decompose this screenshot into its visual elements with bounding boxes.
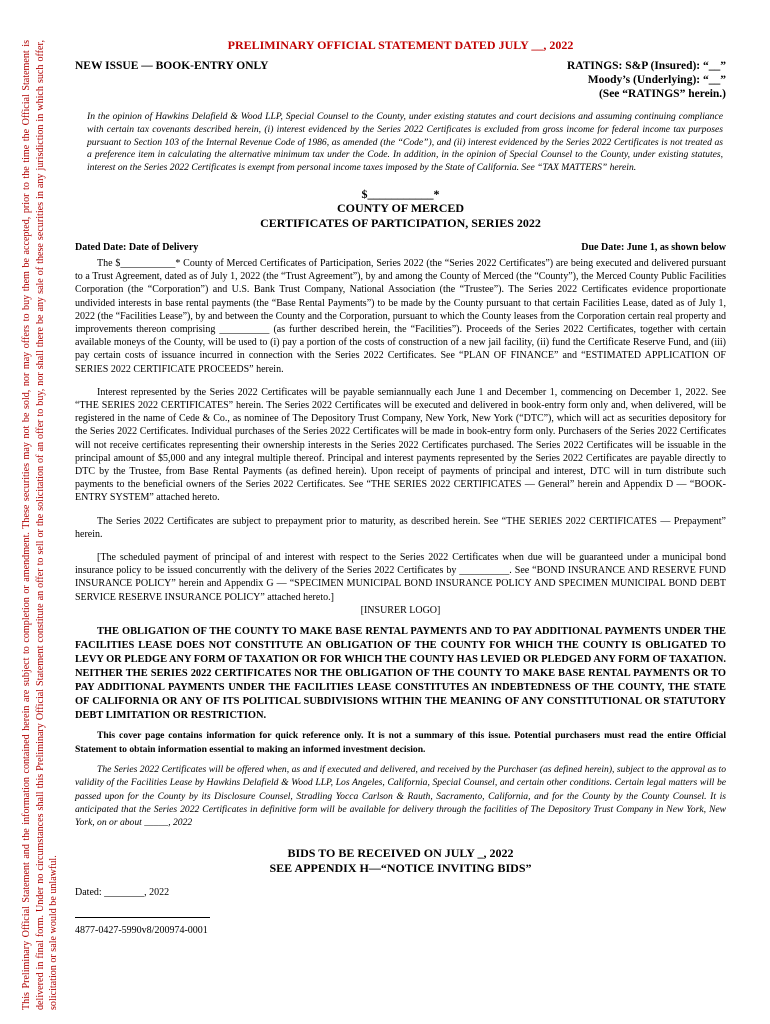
dated-line: Dated: ________, 2022 (75, 886, 170, 898)
rating-moodys: Moody’s (Underlying): “__” (587, 74, 726, 86)
paragraph-purpose: The $___________* County of Merced Certificates of Participation, Series 2022 (the “Series 2022 Certificates”) are being executed and delivered pursuant to a Trust Agreement, dated as of July 1, 2022 (the “Trust Agreement”), by and among the County of Merced (the “County”), the Merced County Public Facilities Corporation (the “Corporation”) and U.S. Bank Trust Company, National Association (the “Trustee”). The Series 2022 Certificates evidence proportionate undivided interests in base rental payments (the “Base Rental Payments”) to be made by the County pursuant to that certain Facilities Lease, dated as of July 1, 2022 (the “Facilities Lease”), by and between the County and the Corporation, pursuant to which the County leases from the Corporation certain real property and improvements thereon comprising __________ (as further described herein, the “Facilities”). Proceeds of the Series 2022 Certificates, together with certain available moneys of the County, will be used to (i) pay a portion of the costs of construction of a new jail facility, (ii) fund the Certificate Reserve Fund, and (iii) pay certain costs of issuance incurred in connection with the Series 2022 Certificates. See “PLAN OF FINANCE” and “ESTIMATED APPLICATION OF SERIES 2022 CERTIFICATE PROCEEDS” herein. (75, 257, 726, 375)
due-date: Due Date: June 1, as shown below (581, 241, 726, 253)
disclaimer-text: This Preliminary Official Statement and the information contained herein are subject to completion or amendment. These securities may not be sold, nor may offers to buy them be accepted, prior to the time the Official Statement is delivered in final form. Under no circumstances shall this Preliminary Official Statement constitute an offer to sell or the solicitation of an offer to buy, nor shall there be any sale of these securities in any jurisdiction in which such offer, solicitation or sale would be unlawful. (21, 40, 59, 1010)
rating-sp: RATINGS: S&P (Insured): “__” (567, 60, 726, 72)
insurer-logo-placeholder: [INSURER LOGO] (360, 604, 441, 616)
bids-line-2: SEE APPENDIX H—“NOTICE INVITING BIDS” (269, 860, 532, 875)
bids-line-1: BIDS TO BE RECEIVED ON JULY _, 2022 (287, 845, 514, 860)
ratings-block (567, 59, 726, 101)
sidebar-disclaimer (20, 40, 76, 1010)
paragraph-insurance: [The scheduled payment of principal of and interest with respect to the Series 2022 Certificates when due will be guaranteed under a municipal bond insurance policy to be issued concurrently with the delivery of the Series 2022 Certificates by __________. See “BOND INSURANCE AND RESERVE FUND INSURANCE POLICY” herein and Appendix G — “SPECIMEN MUNICIPAL BOND INSURANCE POLICY AND SPECIMEN MUNICIPAL BOND DEBT SERVICE RESERVE INSURANCE POLICY” attached hereto.] (75, 552, 726, 603)
cover-page (75, 38, 726, 937)
new-issue-label: NEW ISSUE — BOOK-ENTRY ONLY (75, 60, 269, 72)
series-title: CERTIFICATES OF PARTICIPATION, SERIES 2022 (260, 215, 541, 230)
paragraph-prepayment: The Series 2022 Certificates are subject to prepayment prior to maturity, as described herein. See “THE SERIES 2022 CERTIFICATES — Prepayment” herein. (75, 515, 726, 540)
footer-rule (75, 917, 210, 918)
rating-see: (See “RATINGS” herein.) (598, 88, 726, 100)
document-id: 4877-0427-5990v8/200974-0001 (75, 924, 208, 936)
paragraph-interest: Interest represented by the Series 2022 Certificates will be payable semiannually each June 1 and December 1, commencing on December 1, 2022. See “THE SERIES 2022 CERTIFICATES” herein. The Series 2022 Certificates will be executed and delivered in book-entry form only and, when delivered, will be registered in the name of Cede & Co., as nominee of The Depository Trust Company, New York, New York (“DTC”), which will act as securities depository for the Series 2022 Certificates. Individual purchases of the Series 2022 Certificates will be made in book-entry form only. Purchasers of the Series 2022 Certificates will not receive certificates representing their ownership interests in the Series 2022 Certificates purchased. The Series 2022 Certificates will be issuable in the principal amount of $5,000 and any integral multiple thereof. Principal and interest payments represented by the Series 2022 Certificates are payable directly to DTC by the Trustee, from Base Rental Payments (as defined herein). Upon receipt of payments of principal and interest, DTC will in turn distribute such payments to the beneficial owners of the Series 2022 Certificates. See “THE SERIES 2022 CERTIFICATES — General” herein and Appendix D — “BOOK-ENTRY SYSTEM” attached hereto. (75, 386, 726, 504)
obligation-statement: THE OBLIGATION OF THE COUNTY TO MAKE BASE RENTAL PAYMENTS AND TO PAY ADDITIONAL PAYMENTS UNDER THE FACILITIES LEASE DOES NOT CONSTITUTE AN OBLIGATION OF THE COUNTY FOR WHICH THE COUNTY IS OBLIGATED TO LEVY OR PLEDGE ANY FORM OF TAXATION OR FOR WHICH THE COUNTY HAS LEVIED OR PLEDGED ANY FORM OF TAXATION. NEITHER THE SERIES 2022 CERTIFICATES NOR THE OBLIGATION OF THE COUNTY TO MAKE BASE RENTAL PAYMENTS OR TO PAY ADDITIONAL PAYMENTS UNDER THE FACILITIES LEASE CONSTITUTES AN INDEBTEDNESS OF THE COUNTY, THE STATE OF CALIFORNIA OR ANY OF ITS POLITICAL SUBDIVISIONS WITHIN THE MEANING OF ANY CONSTITUTIONAL OR STATUTORY DEBT LIMITATION OR RESTRICTION. (75, 625, 726, 721)
dates-row (75, 241, 726, 254)
header-row (75, 59, 726, 101)
cover-page-note: This cover page contains information for quick reference only. It is not a summary of this issue. Potential purchasers must read the entire Official Statement to obtain information essential to making an informed investment decision. (75, 729, 726, 755)
bids-heading (75, 846, 726, 876)
tax-opinion: In the opinion of Hawkins Delafield & Wood LLP, Special Counsel to the County, under existing statutes and court decisions and assuming continuing compliance with certain tax covenants described herein, (i) interest evidenced by the Series 2022 Certificates is excluded from gross income for federal income tax purposes pursuant to Section 103 of the Internal Revenue Code of 1986, as amended (the “Code”), and (ii) interest evidenced by the Series 2022 Certificates is not treated as a preference item in calculating the alternative minimum tax under the Code. In addition, in the opinion of Special Counsel to the County, under existing statutes, interest on the Series 2022 Certificates is exempt from personal income taxes imposed by the State of California. See “TAX MATTERS” herein. (87, 111, 723, 174)
issuer-name: COUNTY OF MERCED (336, 200, 465, 215)
offering-paragraph: The Series 2022 Certificates will be offered when, as and if executed and delivered, and received by the Purchaser (as defined herein), subject to the approval as to validity of the Facilities Lease by Hawkins Delafield & Wood LLP, Los Angeles, California, Special Counsel, and certain other conditions. Certain legal matters will be passed upon for the County by its Disclosure Counsel, Stradling Yocca Carlson & Rauth, Sacramento, California, and for the County by the County Counsel. It is anticipated that the Series 2022 Certificates in definitive form will be available for delivery through the facilities of The Depository Trust Company in New York, New York, on or about _____, 2022 (75, 763, 726, 829)
preliminary-banner: PRELIMINARY OFFICIAL STATEMENT DATED JULY __, 2022 (227, 38, 574, 52)
issue-amount: $___________* (361, 186, 440, 201)
dated-date: Dated Date: Date of Delivery (75, 241, 199, 253)
